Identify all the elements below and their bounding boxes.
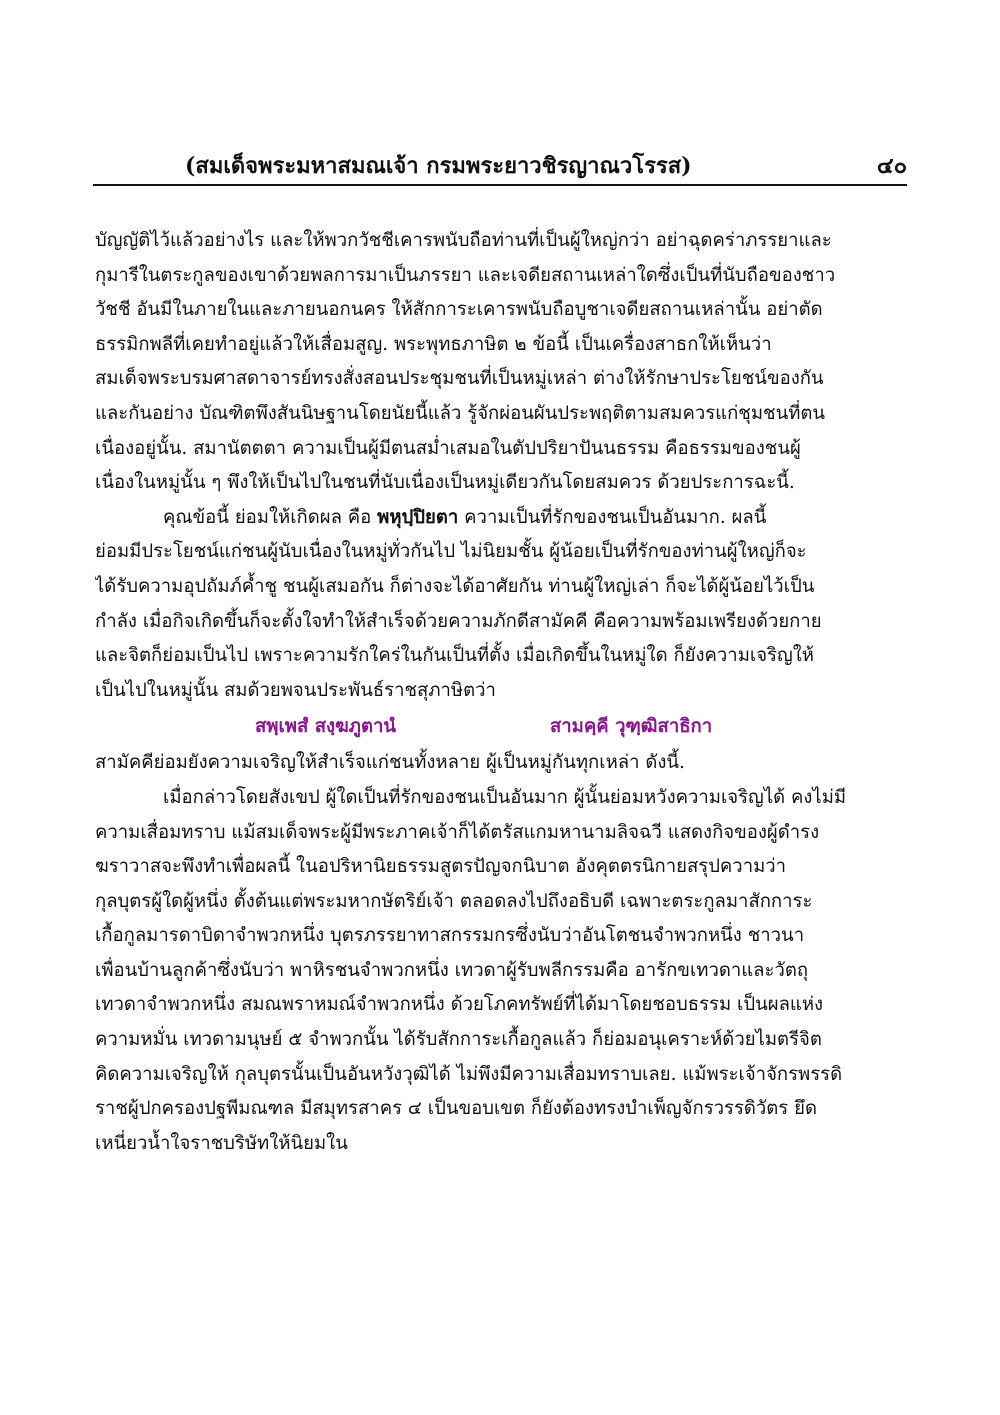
text-line: และจิตก็ย่อมเป็นไป เพราะความรักใคร่ในกันเป็นที่ตั้ง เมื่อเกิดขึ้นในหมู่ใด ก็ยังความเจริญให้ bbox=[95, 645, 814, 667]
verse-translation: สามัคคีย่อมยังความเจริญให้สำเร็จแก่ชนทั้งหลาย ผู้เป็นหมู่กันทุกเหล่า ดังนี้. bbox=[95, 752, 685, 774]
page-header bbox=[93, 142, 907, 186]
text-line: ได้รับความอุปถัมภ์ค้ำชู ชนผู้เสมอกัน ก็ต่างจะได้อาศัยกัน ท่านผู้ใหญ่เล่า ก็จะได้ผู้น้อยไว้เป็น bbox=[95, 575, 815, 597]
pali-verse-left: สพฺเพสํ สงฺฆภูตานํ bbox=[255, 716, 397, 738]
pali-verse-right: สามคฺคี วุฑฺฒิสาธิกา bbox=[550, 716, 713, 738]
text-line: คิดความเจริญให้ กุลบุตรนั้นเป็นอันหวังวุฒิได้ ไม่พึงมีความเสื่อมทราบเลย. แม้พระเจ้าจักรพรรดิ bbox=[95, 1063, 843, 1085]
text-line: ย่อมมีประโยชน์แก่ชนผู้นับเนื่องในหมู่ทั่วกันไป ไม่นิยมชั้น ผู้น้อยเป็นที่รักของท่านผู้ใหญ่ก็จะ bbox=[95, 541, 807, 563]
text-line: เหนี่ยวน้ำใจราชบริษัทให้นิยมใน bbox=[95, 1132, 348, 1154]
page-title: (สมเด็จพระมหาสมณเจ้า กรมพระยาวชิรญาณวโรรส) bbox=[185, 153, 692, 179]
text-line: กำลัง เมื่อกิจเกิดขึ้นก็จะตั้งใจทำให้สำเร็จด้วยความภักดีสามัคคี คือความพร้อมเพรียงด้วยกาย bbox=[95, 610, 822, 632]
bold-term: พหุปฺปิยตา bbox=[377, 506, 459, 528]
document-body bbox=[95, 224, 905, 1161]
text-line: ความเสื่อมทราบ แม้สมเด็จพระผู้มีพระภาคเจ้าก็ได้ตรัสแกมหานามลิจฉวี แสดงกิจของผู้ดำรง bbox=[95, 821, 820, 843]
page-number: ๔๐ bbox=[876, 153, 907, 179]
text-line: และกันอย่าง บัณฑิตพึงสันนิษฐานโดยนัยนี้แล้ว รู้จักผ่อนผันประพฤติตามสมควรแก่ชุมชนที่ตน bbox=[95, 402, 826, 424]
text-segment: ความเป็นที่รักของชนเป็นอันมาก. ผลนี้ bbox=[458, 506, 767, 528]
paragraph-opening-line bbox=[95, 501, 905, 536]
text-line: เมื่อกล่าวโดยสังเขป ผู้ใดเป็นที่รักของชนเป็นอันมาก ผู้นั้นย่อมหวังความเจริญได้ คงไม่มี bbox=[163, 786, 847, 808]
text-line: กุลบุตรผู้ใดผู้หนึ่ง ตั้งต้นแต่พระมหากษัตริย์เจ้า ตลอดลงไปถึงอธิบดี เฉพาะตระกูลมาสักการะ bbox=[95, 890, 813, 912]
text-line: ฆราวาสจะพึงทำเพื่อผลนี้ ในอปริหานิยธรรมสูตรปัญจกนิบาต อังคุตตรนิกายสรุปความว่า bbox=[95, 856, 787, 878]
text-line: เกื้อกูลมารดาบิดาจำพวกหนึ่ง บุตรภรรยาทาสกรรมกรซึ่งนับว่าอันโตชนจำพวกหนึ่ง ชาวนา bbox=[95, 925, 805, 947]
pali-verse bbox=[95, 708, 905, 746]
text-line: เพื่อนบ้านลูกค้าซึ่งนับว่า พาหิรชนจำพวกหนึ่ง เทวดาผู้รับพลีกรรมคือ อารักขเทวดาและวัตถุ bbox=[95, 959, 809, 981]
text-segment: คุณข้อนี้ ย่อมให้เกิดผล คือ bbox=[163, 506, 378, 528]
text-line: เนื่องอยู่นั้น. สมานัตตตา ความเป็นผู้มีตนสม่ำเสมอในตัปปริยาปันนธรรม คือธรรมของชนผู้ bbox=[95, 437, 801, 459]
text-line: บัญญัติไว้แล้วอย่างไร และให้พวกวัชชีเคารพนับถือท่านที่เป็นผู้ใหญ่กว่า อย่าฉุดคร่าภรรยาและ bbox=[95, 230, 832, 251]
text-line: เป็นไปในหมู่นั้น สมด้วยพจนประพันธ์ราชสุภาษิตว่า bbox=[95, 679, 496, 701]
text-line: สมเด็จพระบรมศาสดาจารย์ทรงสั่งสอนประชุมชนที่เป็นหมู่เหล่า ต่างให้รักษาประโยชน์ของกัน bbox=[95, 368, 824, 390]
text-line: เนื่องในหมู่นั้น ๆ พึงให้เป็นไปในชนที่นับเนื่องเป็นหมู่เดียวกันโดยสมควร ด้วยประการฉะนี้. bbox=[95, 472, 795, 494]
text-line: เทวดาจำพวกหนึ่ง สมณพราหมณ์จำพวกหนึ่ง ด้วยโภคทรัพย์ที่ได้มาโดยชอบธรรม เป็นผลแห่ง bbox=[95, 994, 824, 1016]
text-line: ธรรมิกพลีที่เคยทำอยู่แล้วให้เสื่อมสูญ. พระพุทธภาษิต ๒ ข้อนี้ เป็นเครื่องสาธกให้เห็นว่า bbox=[95, 333, 772, 355]
text-line: กุมารีในตระกูลของเขาด้วยพลการมาเป็นภรรยา และเจดียสถานเหล่าใดซึ่งเป็นที่นับถือของชาว bbox=[95, 264, 836, 286]
text-line: ราชผู้ปกครองปฐพีมณฑล มีสมุทรสาคร ๔ เป็นขอบเขต ก็ยังต้องทรงบำเพ็ญจักรวรรดิวัตร ยึด bbox=[95, 1098, 817, 1120]
text-line: วัชชี อันมีในภายในและภายนอกนคร ให้สักการะเคารพนับถือบูชาเจดียสถานเหล่านั้น อย่าตัด bbox=[95, 299, 823, 321]
text-line: ความหมั่น เทวดามนุษย์ ๕ จำพวกนั้น ได้รับสักการะเกื้อกูลแล้ว ก็ย่อมอนุเคราะห์ด้วยไมตรีจิต bbox=[95, 1029, 822, 1051]
